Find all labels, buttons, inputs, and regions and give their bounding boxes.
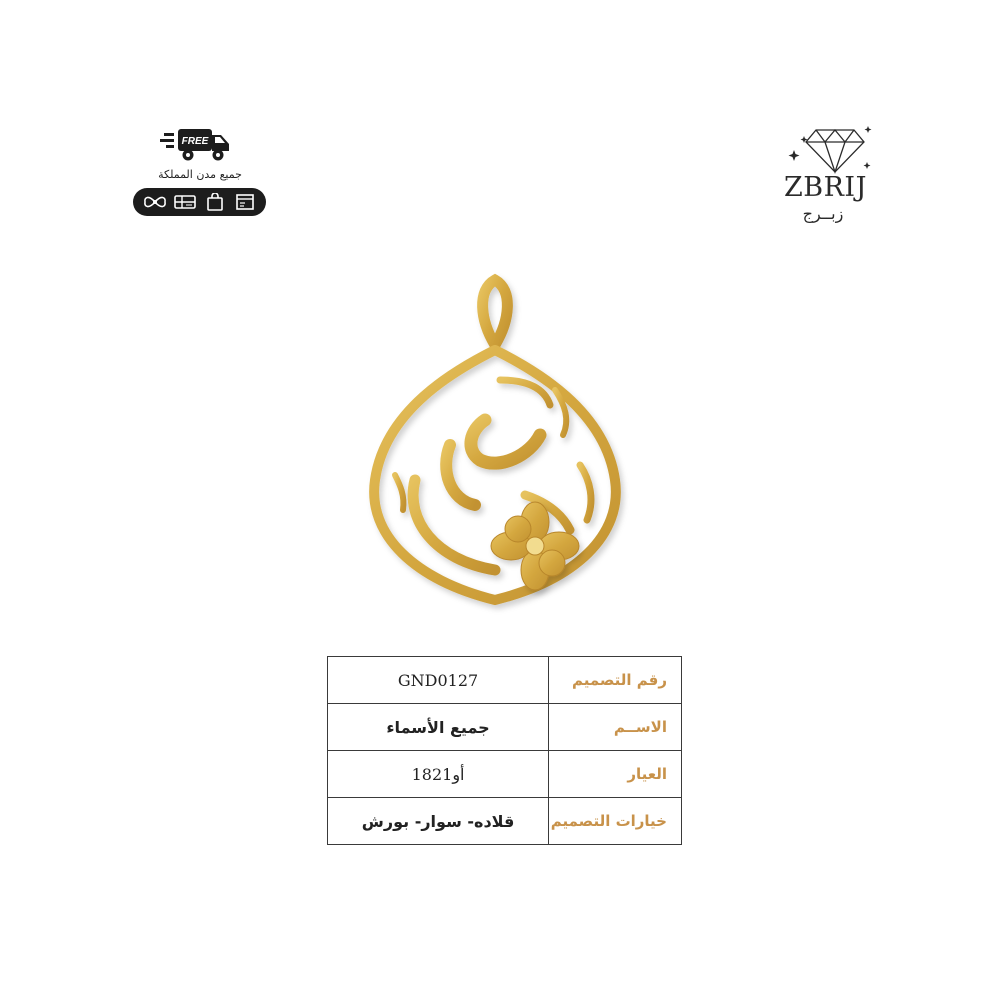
services-pill	[133, 188, 266, 216]
design-options-label: خيارات التصميم	[549, 798, 682, 845]
delivery-truck-icon	[160, 125, 232, 165]
table-row	[328, 657, 682, 704]
box-icon	[233, 193, 257, 211]
table-row	[328, 798, 682, 845]
diamond-sparkle-icon	[780, 122, 880, 177]
brand-name-ar: زبــرج	[802, 204, 844, 223]
name-value: جميع الأسماء	[328, 704, 549, 751]
table-row	[328, 704, 682, 751]
karat-label: العيار	[549, 751, 682, 798]
gift-card-icon	[173, 193, 197, 211]
shopping-bag-icon	[203, 193, 227, 211]
design-number-value: GND0127	[328, 657, 549, 704]
brand-name-en: ZBRIJ	[784, 172, 867, 203]
brand-logo	[770, 122, 880, 232]
table-row	[328, 751, 682, 798]
free-label: FREE	[181, 136, 209, 147]
free-shipping-badge	[130, 125, 270, 220]
design-number-label: رقم التصميم	[549, 657, 682, 704]
bow-gift-icon	[143, 193, 167, 211]
design-options-value: قلاده- سوار- بورش	[328, 798, 549, 845]
karat-value: 18أو21	[328, 751, 549, 798]
shipping-caption: جميع مدن المملكة	[158, 168, 242, 181]
product-specs-table	[327, 656, 682, 845]
name-label: الاســم	[549, 704, 682, 751]
gold-pendant-image	[355, 270, 645, 615]
